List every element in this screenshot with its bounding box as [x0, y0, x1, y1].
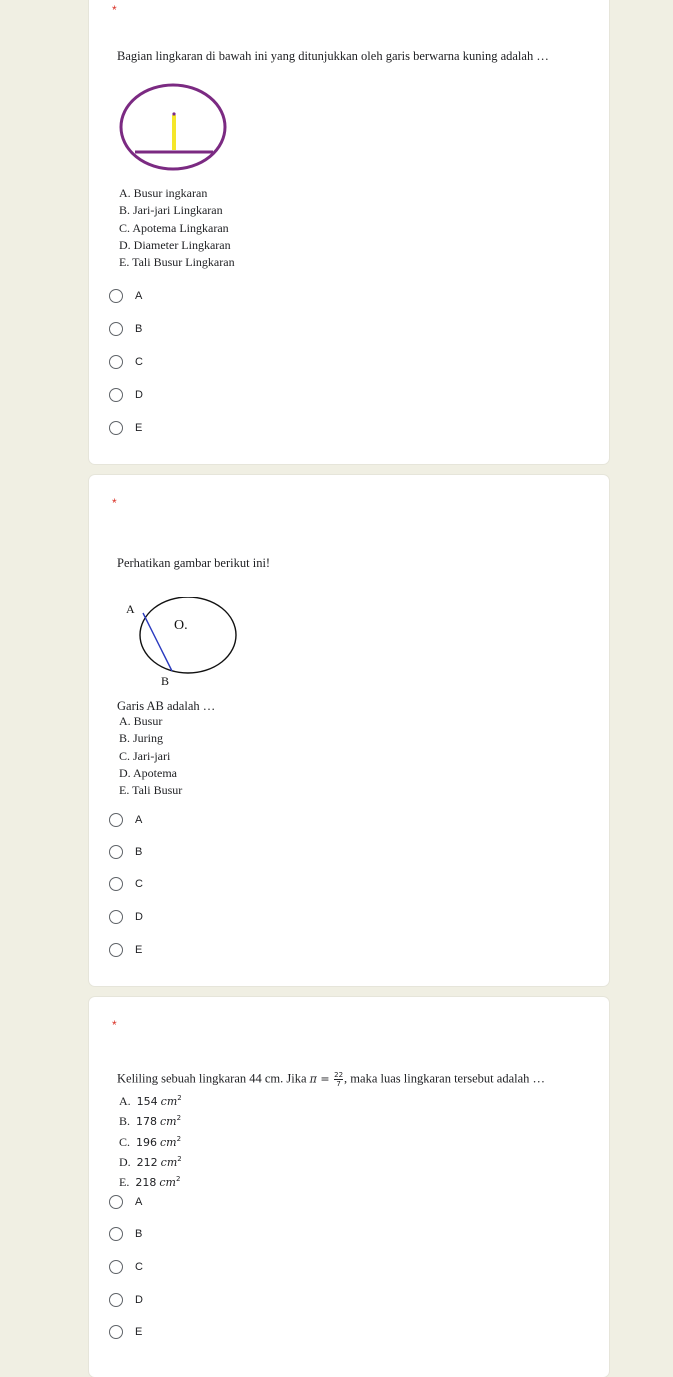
radio-button[interactable]: [109, 910, 123, 924]
radio-button[interactable]: [109, 1227, 123, 1241]
option-text: A. Busur ingkaran: [119, 186, 208, 200]
option-text: C. Apotema Lingkaran: [119, 220, 229, 235]
radio-label: C: [135, 878, 143, 890]
radio-option-b[interactable]: [109, 842, 142, 862]
radio-label: A: [135, 290, 143, 302]
option-text: D. Apotema: [119, 765, 177, 780]
option-letter: A.: [119, 1094, 131, 1108]
radio-label: D: [135, 389, 143, 401]
question-text: Garis AB adalah …: [117, 699, 216, 713]
option-unit: cm: [160, 1135, 177, 1149]
radio-label: A: [135, 1196, 143, 1208]
radio-button[interactable]: [109, 1293, 123, 1307]
radio-label: C: [135, 356, 143, 368]
option-text: E. Tali Busur: [119, 783, 183, 798]
radio-button[interactable]: [109, 388, 123, 402]
option-letter: C.: [119, 1134, 131, 1149]
fraction: [334, 1071, 343, 1088]
fraction-denominator: 7: [336, 1080, 341, 1088]
required-marker: *: [112, 1018, 117, 1032]
radio-label: D: [135, 911, 143, 923]
option-letter: B.: [119, 1114, 131, 1129]
option-exponent: 2: [177, 1154, 182, 1163]
option-exponent: 2: [176, 1114, 182, 1123]
required-marker: *: [112, 496, 117, 510]
radio-button[interactable]: [109, 289, 123, 303]
radio-label: B: [135, 323, 143, 335]
option-text: [119, 1131, 182, 1151]
question-card-1: [89, 0, 609, 464]
radio-option-b[interactable]: [109, 1224, 142, 1244]
radio-button[interactable]: [109, 1260, 123, 1274]
option-unit: cm: [160, 1095, 178, 1108]
required-marker: *: [112, 3, 117, 17]
option-text: [119, 1171, 182, 1191]
answer-options-text: [119, 185, 235, 271]
radio-option-d[interactable]: [109, 907, 143, 927]
radio-option-a[interactable]: [109, 286, 142, 306]
option-value: 178: [136, 1115, 158, 1129]
option-text: E. Tali Busur Lingkaran: [119, 255, 235, 270]
option-unit: cm: [160, 1155, 178, 1169]
option-value: 154: [136, 1095, 158, 1108]
label-b: B: [161, 674, 170, 687]
radio-button[interactable]: [109, 845, 123, 859]
option-unit: cm: [160, 1115, 177, 1129]
radio-option-c[interactable]: [109, 874, 143, 894]
radio-button[interactable]: [109, 1195, 123, 1209]
option-exponent: 2: [177, 1094, 182, 1102]
question-intro: Perhatikan gambar berikut ini!: [117, 556, 271, 570]
radio-button[interactable]: [109, 877, 123, 891]
label-a: A: [126, 602, 135, 616]
radio-label: B: [135, 846, 143, 858]
text-after: , maka luas lingkaran tersebut adalah …: [344, 1071, 546, 1086]
radio-option-d[interactable]: [109, 1290, 143, 1310]
radio-label: C: [135, 1261, 143, 1273]
radio-button[interactable]: [109, 1325, 123, 1339]
label-o: O.: [174, 618, 188, 633]
option-value: 218: [135, 1176, 157, 1190]
radio-button[interactable]: [109, 421, 123, 435]
question-text: [117, 1071, 545, 1088]
option-value: 196: [136, 1135, 158, 1149]
option-text: [119, 1151, 182, 1171]
chord-ab-line: [143, 613, 172, 671]
radio-option-b[interactable]: [109, 319, 142, 339]
radio-label: A: [135, 814, 143, 826]
radio-option-e[interactable]: [109, 1322, 142, 1342]
radio-label: E: [135, 1326, 143, 1338]
radio-option-e[interactable]: [109, 418, 142, 438]
equals-sign: =: [316, 1072, 334, 1086]
radio-option-a[interactable]: [109, 1192, 142, 1212]
option-exponent: 2: [176, 1134, 182, 1143]
pi-symbol: π: [309, 1072, 317, 1086]
option-text: C. Jari-jari: [119, 748, 171, 763]
option-text: A. Busur: [119, 714, 163, 728]
radio-option-a[interactable]: [109, 810, 142, 830]
radio-option-c[interactable]: [109, 352, 143, 372]
option-text: D. Diameter Lingkaran: [119, 237, 231, 252]
question-card-3: [89, 997, 609, 1377]
radio-option-e[interactable]: [109, 940, 142, 960]
radio-label: D: [135, 1294, 143, 1306]
option-exponent: 2: [175, 1175, 181, 1184]
option-unit: cm: [159, 1176, 176, 1190]
option-letter: E.: [119, 1175, 130, 1190]
radio-button[interactable]: [109, 322, 123, 336]
chord-figure: [121, 597, 241, 687]
answer-options-text: [119, 1090, 182, 1191]
radio-button[interactable]: [109, 355, 123, 369]
radio-button[interactable]: [109, 813, 123, 827]
answer-options-text: [119, 713, 182, 799]
center-point: [172, 112, 175, 115]
radio-label: B: [135, 1228, 143, 1240]
question-text: Bagian lingkaran di bawah ini yang ditunjukkan oleh garis berwarna kuning adalah …: [117, 49, 549, 63]
option-text: [119, 1110, 182, 1130]
option-letter: D.: [119, 1154, 131, 1169]
circle-figure: [119, 82, 231, 174]
text-before: Keliling sebuah lingkaran 44 cm. Jika: [117, 1071, 310, 1086]
radio-option-d[interactable]: [109, 385, 143, 405]
radio-label: E: [135, 944, 143, 956]
radio-option-c[interactable]: [109, 1257, 143, 1277]
fraction-numerator: 22: [334, 1071, 344, 1079]
question-card-2: [89, 475, 609, 986]
option-text: B. Jari-jari Lingkaran: [119, 203, 223, 218]
radio-button[interactable]: [109, 943, 123, 957]
radio-label: E: [135, 422, 143, 434]
option-value: 212: [136, 1155, 158, 1169]
option-text: B. Juring: [119, 731, 164, 746]
option-text: [119, 1090, 182, 1110]
